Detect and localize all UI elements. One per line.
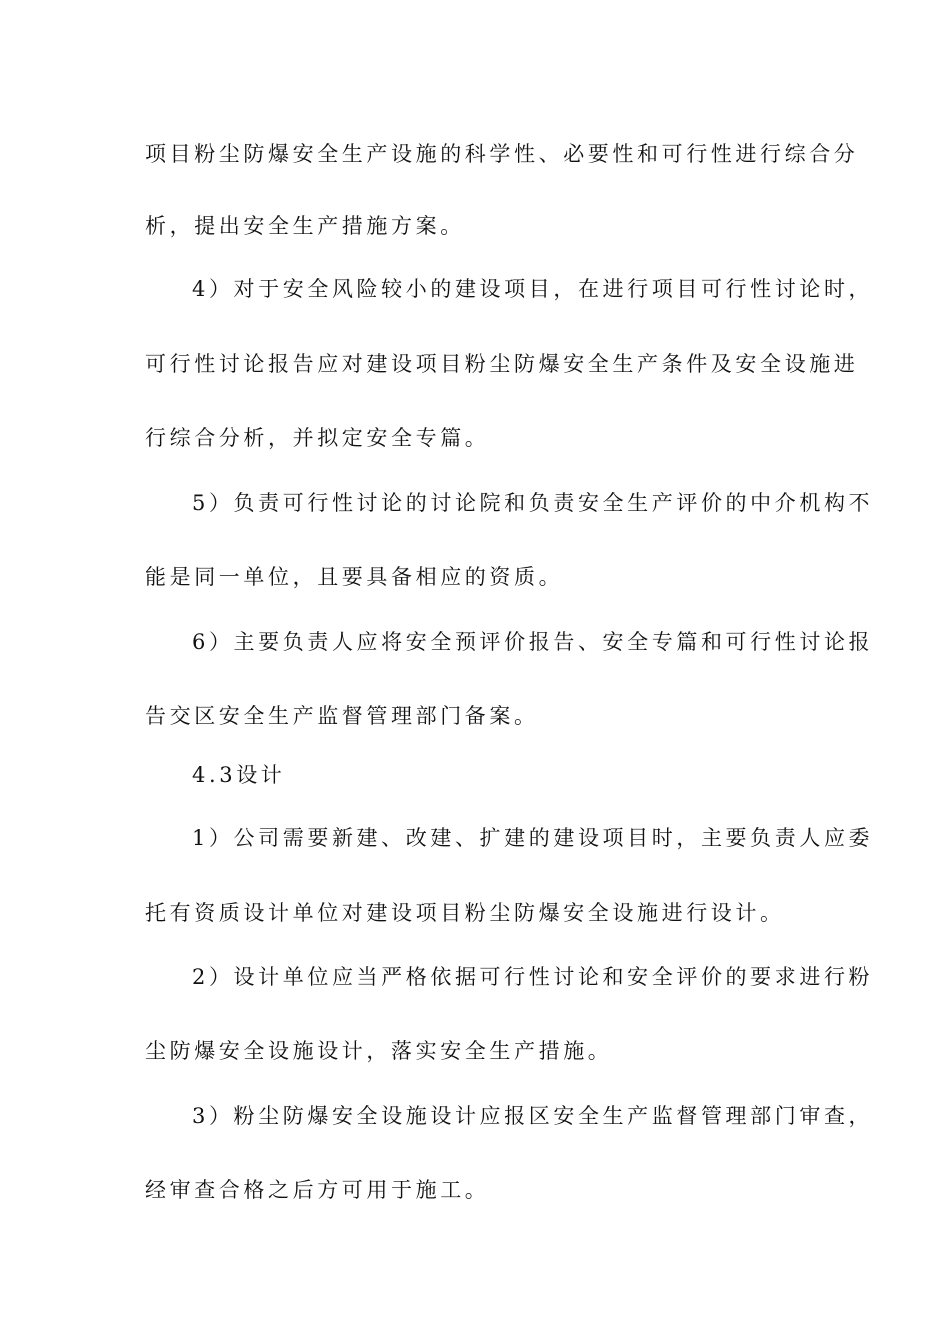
paragraph-line: 托有资质设计单位对建设项目粉尘防爆安全设施进行设计。 [145, 901, 785, 925]
paragraph-line: 行综合分析，并拟定安全专篇。 [145, 426, 490, 450]
paragraph-line: 可行性讨论报告应对建设项目粉尘防爆安全生产条件及安全设施进 [145, 352, 859, 376]
list-item-4: 4）对于安全风险较小的建设项目，在进行项目可行性讨论时， [192, 277, 874, 301]
paragraph-line: 析，提出安全生产措施方案。 [145, 214, 465, 238]
list-item-5: 5）负责可行性讨论的讨论院和负责安全生产评价的中介机构不 [192, 491, 874, 515]
list-item-3: 3）粉尘防爆安全设施设计应报区安全生产监督管理部门审查， [192, 1104, 874, 1128]
paragraph-line: 告交区安全生产监督管理部门备案。 [145, 704, 539, 728]
paragraph-line: 经审查合格之后方可用于施工。 [145, 1178, 490, 1202]
list-item-6: 6）主要负责人应将安全预评价报告、安全专篇和可行性讨论报 [192, 630, 874, 654]
section-heading: 4.3设计 [192, 763, 286, 787]
list-item-2: 2）设计单位应当严格依据可行性讨论和安全评价的要求进行粉 [192, 965, 874, 989]
paragraph-line: 项目粉尘防爆安全生产设施的科学性、必要性和可行性进行综合分 [145, 142, 859, 166]
paragraph-line: 尘防爆安全设施设计，落实安全生产措施。 [145, 1039, 613, 1063]
paragraph-line: 能是同一单位，且要具备相应的资质。 [145, 565, 564, 589]
list-item-1: 1）公司需要新建、改建、扩建的建设项目时，主要负责人应委 [192, 826, 874, 850]
